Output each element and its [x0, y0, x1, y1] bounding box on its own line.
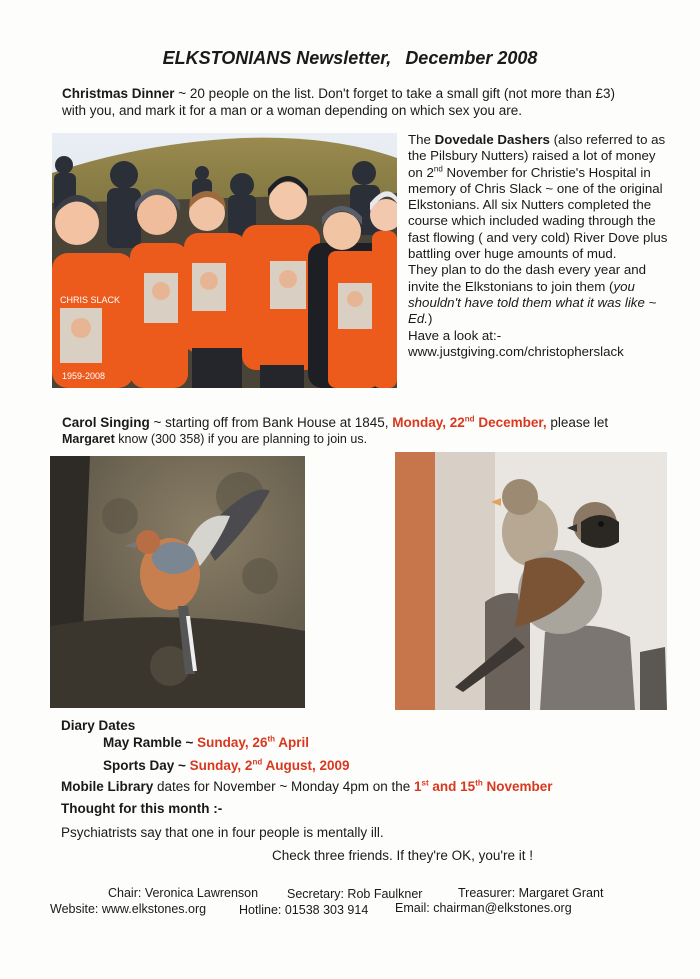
may-ramble-sup: th — [267, 734, 276, 744]
dashers-text-c: They plan to do the dash every year and invite the Elkstonians to join them ( — [408, 262, 647, 294]
newsletter-title — [0, 48, 700, 69]
sports-day-sup: nd — [252, 757, 263, 767]
may-ramble — [103, 734, 309, 751]
footer-website[interactable]: Website: www.elkstones.org — [50, 902, 207, 916]
dashers-text-b: November for Christie's Hospital in memory of Chris Slack ~ one of the original Elkstonians. All six Nutters completed the course which included wading through the fast flowing ( and very cold) River Dove plus battling over huge amounts of mud. — [408, 164, 668, 262]
justgiving-link[interactable]: www.justgiving.com/christopherslack — [408, 343, 624, 359]
diary-heading-text: Diary Dates — [61, 718, 136, 733]
library-end: November — [482, 779, 553, 794]
carol-text-b: please let — [546, 415, 609, 430]
carol-text-c: know (300 358) if you are planning to join us. — [114, 432, 368, 446]
shirt-text-2: 1959-2008 — [62, 371, 106, 381]
library-heading: Mobile Library — [61, 779, 154, 794]
footer-secretary: Secretary: Rob Faulkner — [287, 887, 423, 901]
carol-date-b: December, — [474, 415, 547, 430]
sports-day — [103, 757, 350, 774]
thought-line1: Psychiatrists say that one in four people is mentally ill. — [61, 825, 384, 840]
editor-note: you shouldn't have told them what it was like ~ Ed. — [408, 278, 657, 327]
sports-day-label: Sports Day ~ — [103, 758, 190, 773]
christmas-dinner-section — [62, 85, 682, 119]
christmas-line1: ~ 20 people on the list. Don't forget to take a small gift (not more than £3) — [174, 86, 615, 101]
title-text: ELKSTONIANS Newsletter, — [162, 48, 392, 68]
sports-day-date-b: August, 2009 — [262, 758, 350, 773]
dashers-date-sup: nd — [433, 164, 443, 174]
may-ramble-date-b: April — [275, 735, 310, 750]
thought-line2: Check three friends. If they're OK, you're it ! — [272, 848, 534, 863]
carol-date-a: Monday, 22 — [392, 415, 465, 430]
footer-email[interactable]: Email: chairman@elkstones.org — [395, 901, 572, 915]
christmas-line2: with you, and mark it for a man or a woman depending on which sex you are. — [62, 103, 522, 118]
thought-heading — [61, 800, 222, 817]
carol-date-sup: nd — [464, 414, 475, 424]
library-mid: and 15 — [428, 779, 476, 794]
carol-heading: Carol Singing — [62, 415, 150, 430]
library-d1-sup: st — [421, 778, 429, 788]
footer-chair: Chair: Veronica Lawrenson — [108, 886, 259, 900]
thought-heading-text: Thought for this month :- — [61, 801, 223, 816]
dashers-text — [408, 132, 670, 360]
carol-text-a: ~ starting off from Bank House at 1845, — [149, 415, 393, 430]
footer-treasurer: Treasurer: Margaret Grant — [458, 886, 604, 900]
library-d1: 1 — [414, 779, 422, 794]
dashers-text-d: ) — [427, 311, 433, 327]
diary-heading — [61, 717, 135, 734]
dashers-intro: The — [408, 132, 435, 147]
look-label: Have a look at:- — [408, 327, 502, 343]
title-date: December 2008 — [405, 48, 538, 68]
christmas-heading: Christmas Dinner — [62, 86, 175, 101]
dashers-text-a: (also referred to as the Pilsbury Nutters) raised a lot of money on 2 — [408, 132, 666, 180]
shirt-text-1: CHRIS SLACK — [60, 295, 121, 305]
footer-hotline: Hotline: 01538 303 914 — [239, 903, 369, 917]
library-d2-sup: th — [475, 778, 483, 788]
may-ramble-label: May Ramble ~ — [103, 735, 198, 750]
carol-contact-name: Margaret — [62, 432, 115, 446]
dashers-name: Dovedale Dashers — [434, 132, 550, 147]
may-ramble-date-a: Sunday, 26 — [197, 735, 268, 750]
library-text: dates for November ~ Monday 4pm on the — [153, 779, 415, 794]
chaffinch-photo — [50, 456, 305, 708]
dashers-group-photo — [52, 133, 397, 388]
sports-day-date-a: Sunday, 2 — [189, 758, 253, 773]
carol-singing-section — [62, 414, 682, 448]
sparrows-photo — [395, 452, 667, 710]
mobile-library — [61, 778, 681, 795]
